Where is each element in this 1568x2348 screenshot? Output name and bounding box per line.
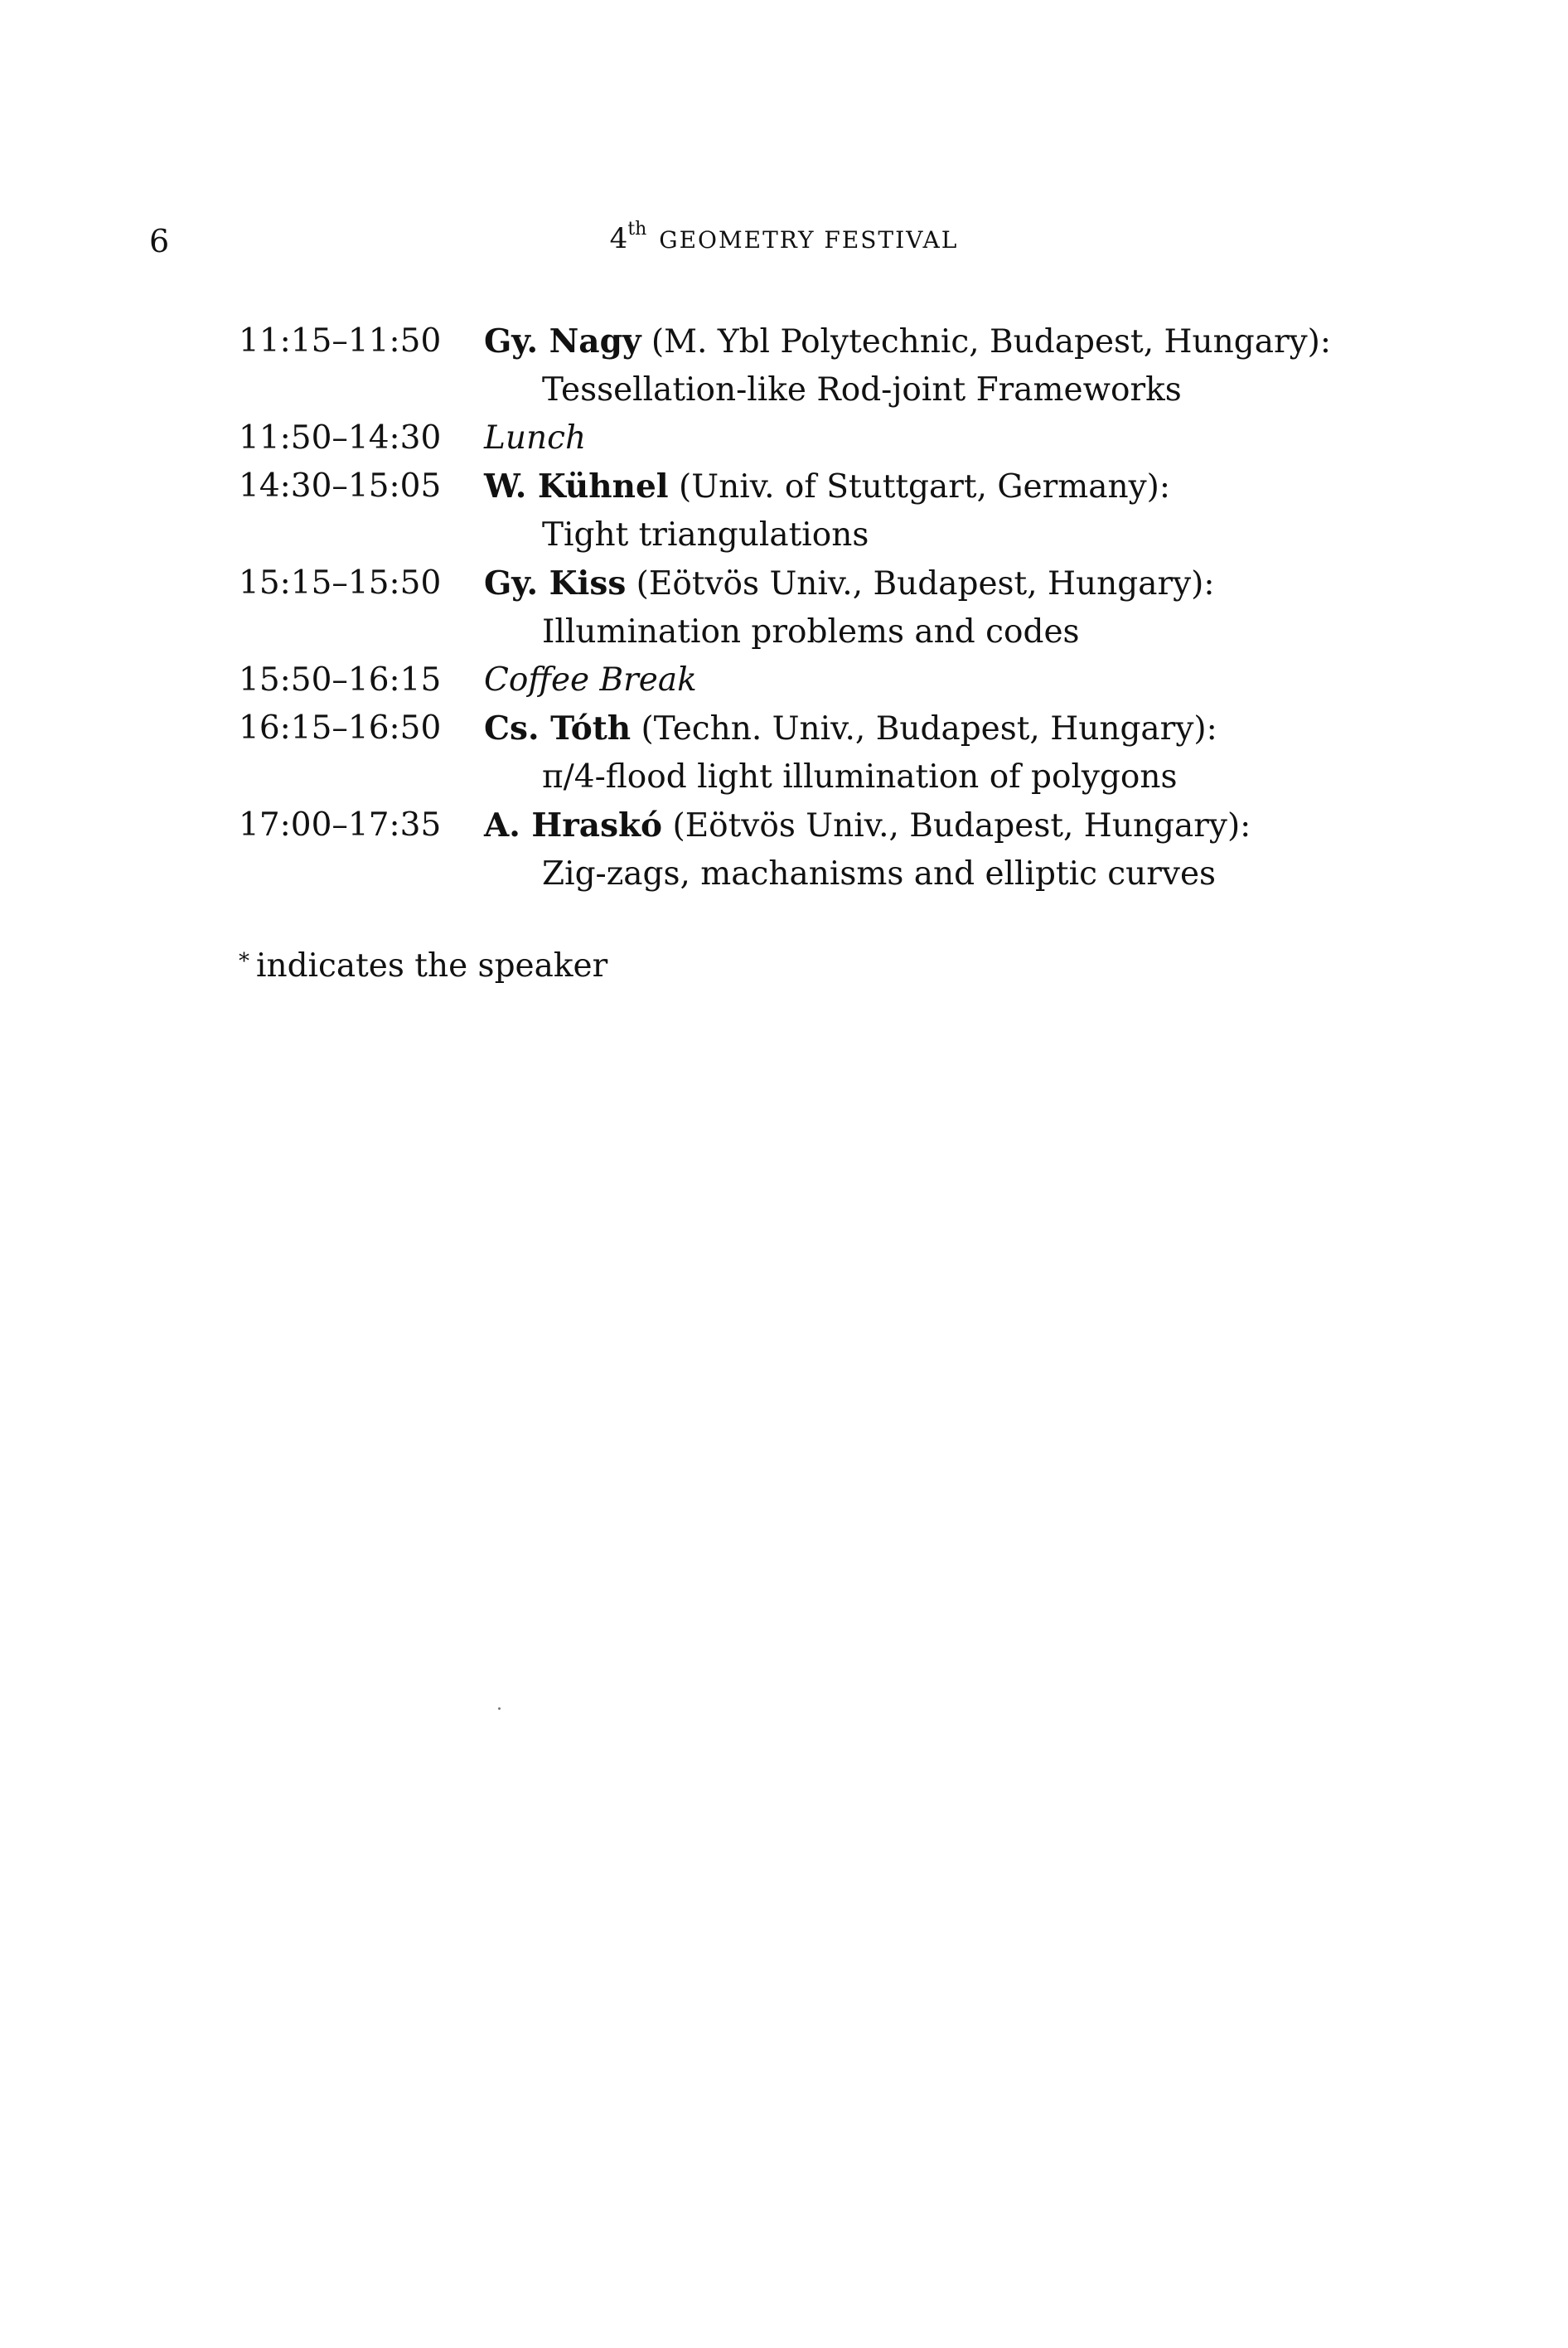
speaker-affiliation: (Eötvös Univ., Budapest, Hungary): — [626, 565, 1215, 603]
page-number: 6 — [149, 223, 170, 259]
speaker-name: Gy. Kiss — [484, 564, 627, 603]
slot-time: 15:50–16:15 — [239, 661, 442, 699]
slot-time: 15:15–15:50 — [239, 564, 442, 602]
slot-body — [484, 559, 1399, 656]
schedule-slot-3 — [239, 462, 1399, 559]
schedule-slot-7 — [239, 801, 1399, 898]
speaker-name: Cs. Tóth — [484, 709, 632, 748]
schedule-slot-4 — [239, 559, 1399, 656]
slot-body — [484, 317, 1399, 414]
speaker-affiliation: (Univ. of Stuttgart, Germany): — [668, 468, 1171, 506]
running-head-number: 4 — [609, 222, 628, 255]
slot-time: 11:15–11:50 — [239, 322, 442, 360]
talk-title: Zig-zags, machanisms and elliptic curves — [542, 855, 1217, 893]
slot-body — [484, 656, 1399, 704]
slot-body — [484, 704, 1399, 801]
slot-time: 14:30–15:05 — [239, 467, 442, 505]
running-head-ordinal: th — [627, 219, 647, 240]
slot-time: 11:50–14:30 — [239, 419, 442, 457]
running-head-title: GEOMETRY FESTIVAL — [659, 226, 959, 254]
schedule-slot-2 — [239, 414, 1399, 462]
footnote-text: indicates the speaker — [256, 947, 608, 985]
slot-time: 17:00–17:35 — [239, 806, 442, 844]
footnote-marker: * — [239, 949, 249, 974]
footnote — [239, 937, 607, 990]
speaker-name: A. Hraskó — [484, 806, 663, 845]
schedule-slot-6 — [239, 704, 1399, 801]
talk-title: Tight triangulations — [542, 516, 869, 554]
slot-body — [484, 414, 1399, 462]
schedule-slot-1 — [239, 317, 1399, 414]
speaker-affiliation: (Techn. Univ., Budapest, Hungary): — [631, 710, 1217, 748]
speaker-affiliation: (Eötvös Univ., Budapest, Hungary): — [662, 807, 1251, 845]
running-head — [0, 220, 1568, 253]
speaker-name: W. Kühnel — [484, 467, 669, 506]
break-label: Lunch — [484, 419, 587, 457]
schedule — [239, 317, 1399, 898]
speaker-name: Gy. Nagy — [484, 322, 641, 361]
schedule-slot-5 — [239, 656, 1399, 704]
slot-body — [484, 801, 1399, 898]
talk-title: Illumination problems and codes — [542, 613, 1080, 651]
talk-title: π/4-flood light illumination of polygons — [542, 758, 1178, 796]
break-label: Coffee Break — [484, 661, 697, 699]
speaker-affiliation: (M. Ybl Polytechnic, Budapest, Hungary): — [641, 323, 1332, 361]
slot-time: 16:15–16:50 — [239, 709, 442, 747]
scan-speck — [498, 1707, 501, 1710]
slot-body — [484, 462, 1399, 559]
talk-title: Tessellation-like Rod-joint Frameworks — [542, 371, 1182, 409]
